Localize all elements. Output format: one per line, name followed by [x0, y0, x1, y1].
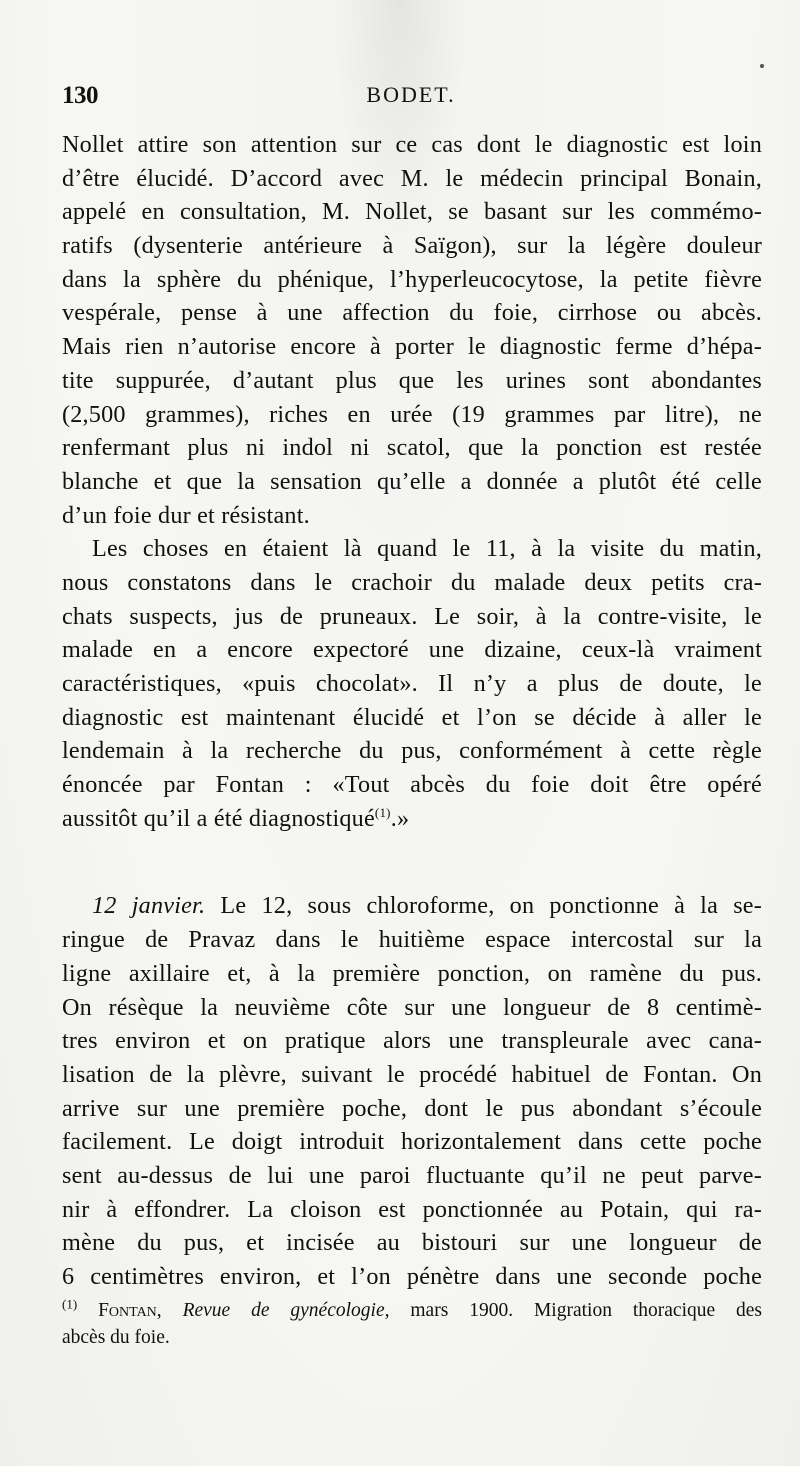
text-line: Nollet attire son attention sur ce cas dont le diagnostic est loin	[62, 131, 762, 158]
text-line: blanche et que la sensation qu’elle a donnée a plutôt été celle	[62, 467, 762, 495]
text-line: tres environ et on pratique alors une transpleurale avec cana-	[62, 1027, 762, 1055]
text-fragment: aussitôt qu’il a été diagnostiqué	[62, 804, 375, 832]
text-line: dans la sphère du phénique, l’hyperleucocytose, la petite fièvre	[62, 265, 762, 293]
text-line: appelé en consultation, M. Nollet, se basant sur les commémo-	[62, 198, 762, 226]
text-line: Les choses en étaient là quand le 11, à la visite du matin,	[92, 535, 762, 563]
text-line: renfermant plus ni indol ni scatol, que la ponction est restée	[62, 434, 762, 462]
page-number: 130	[62, 82, 98, 109]
text-line: d’être élucidé. D’accord avec M. le médecin principal Bonain,	[62, 164, 762, 192]
date-heading: 12 janvier.	[92, 892, 206, 920]
footnote-ref: (1)	[374, 804, 391, 820]
text-line: (2,500 grammes), riches en urée (19 grammes par litre), ne	[62, 400, 762, 428]
text-line: lendemain à la recherche du pus, conformément à cette règle	[62, 737, 762, 765]
text-line: lisation de la plèvre, suivant le procédé habituel de Fontan. On	[62, 1060, 762, 1088]
text-line: 6 centimètres environ, et l’on pénètre dans une seconde poche	[62, 1263, 762, 1290]
footnote-marker: (1)	[62, 1297, 78, 1312]
paragraph-2	[62, 532, 762, 835]
text-line: vespérale, pense à une affection du foie, cirrhose ou abcès.	[62, 299, 762, 327]
body-text	[62, 128, 762, 1294]
footnote-author: Fontan	[98, 1300, 157, 1321]
text-line: caractéristiques, «puis chocolat». Il n’y a plus de doute, le	[62, 670, 762, 697]
paragraph-gap	[62, 835, 762, 889]
text-line: nous constatons dans le crachoir du malade deux petits cra-	[62, 568, 762, 596]
text-line: On résèque la neuvième côte sur une longueur de 8 centimè-	[62, 993, 762, 1021]
text-line: ratifs (dysenterie antérieure à Saïgon), sur la légère douleur	[62, 232, 762, 260]
text-line: sent au-dessus de lui une paroi fluctuante qu’il ne peut parve-	[62, 1161, 762, 1189]
text-line: ringue de Pravaz dans le huitième espace intercostal sur la	[62, 926, 762, 954]
footnote-line: abcès du foie.	[62, 1327, 170, 1348]
text-line: tite suppurée, d’autant plus que les urines sont abondantes	[62, 366, 762, 394]
paragraph-3	[62, 889, 762, 1293]
footnote-journal: Revue de gynécologie,	[182, 1300, 390, 1321]
text-line: ligne axillaire et, à la première ponction, on ramène du pus.	[62, 959, 762, 987]
running-head: BODET.	[366, 82, 456, 107]
text-line: nir à effondrer. La cloison est ponctionnée au Potain, qui ra-	[62, 1195, 762, 1223]
text-line-with-footnote: aussitôt qu’il a été diagnostiqué$^{(1)}$.»	[62, 804, 410, 832]
text-line: arrive sur une première poche, dont le pus abondant s’écoule	[62, 1094, 762, 1122]
text-fragment: .	[390, 804, 397, 832]
footnote-text: mars 1900. Migration thoracique des	[410, 1300, 762, 1321]
text-line: mène du pus, et incisée au bistouri sur une longueur de	[62, 1229, 762, 1257]
speck	[760, 64, 764, 68]
text-line: facilement. Le doigt introduit horizontalement dans cette poche	[62, 1128, 762, 1156]
text-line: Mais rien n’autorise encore à porter le diagnostic ferme d’hépa-	[62, 333, 762, 361]
page-header	[62, 82, 760, 118]
footnote-line: $^{(1)}$ Fontan, Revue de gynécologie, mars 1900. Migration thoracique des	[62, 1297, 762, 1321]
paragraph-1	[62, 128, 762, 532]
text-fragment: Le 12, sous chloroforme, on ponctionne à la se-	[220, 892, 762, 920]
text-line: diagnostic est maintenant élucidé et l’on se décide à aller le	[62, 703, 762, 731]
footnote	[62, 1297, 762, 1351]
text-line	[62, 889, 762, 923]
text-line: chats suspects, jus de pruneaux. Le soir, à la contre-visite, le	[62, 602, 762, 630]
text-line: d’un foie dur et résistant.	[62, 501, 310, 529]
text-line: énoncée par Fontan : «Tout abcès du foie doit être opéré	[62, 771, 762, 799]
text-line: malade en a encore expectoré une dizaine, ceux-là vraiment	[62, 636, 762, 664]
